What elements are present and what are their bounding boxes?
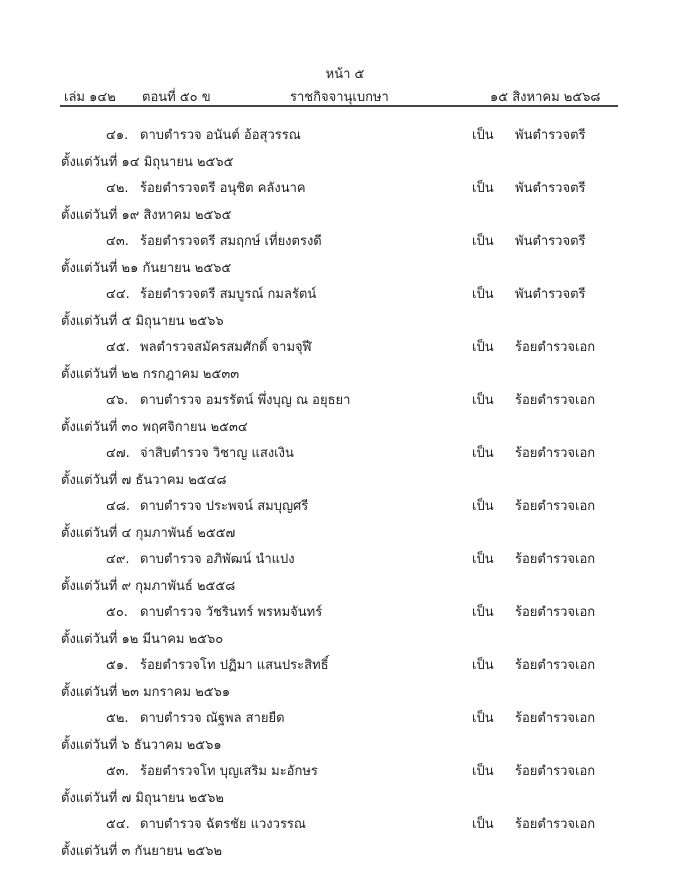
- officer-name: ร้อยตำรวจตรี สมบูรณ์ กมลรัตน์: [140, 287, 317, 302]
- appointed-as-label: เป็น: [472, 817, 494, 832]
- entry-number: ๔๘.: [106, 499, 131, 514]
- list-item: [0, 548, 678, 600]
- entry-number: ๕๔.: [106, 817, 130, 832]
- new-rank: ร้อยตำรวจเอก: [515, 658, 596, 673]
- officer-name: ร้อยตำรวจตรี อนุชิต คลังนาค: [140, 181, 306, 196]
- new-rank: พันตำรวจตรี: [515, 128, 586, 143]
- list-item: [0, 813, 678, 865]
- officer-name: พลตำรวจสมัครสมศักดิ์ จามจุฬี: [140, 340, 312, 355]
- officer-name: ดาบตำรวจ วัชรินทร์ พรหมจันทร์: [140, 605, 323, 620]
- effective-date: ตั้งแต่วันที่ ๗ ธันวาคม ๒๕๔๘: [61, 473, 227, 488]
- effective-date: ตั้งแต่วันที่ ๕ มิถุนายน ๒๕๖๖: [61, 314, 224, 329]
- list-item: [0, 389, 678, 441]
- list-item: [0, 654, 678, 706]
- new-rank: ร้อยตำรวจเอก: [515, 446, 596, 461]
- gazette-header: [64, 86, 620, 104]
- entry-number: ๔๓.: [106, 234, 129, 249]
- effective-date: ตั้งแต่วันที่ ๙ กุมภาพันธ์ ๒๕๕๘: [61, 579, 236, 594]
- effective-date: ตั้งแต่วันที่ ๓ กันยายน ๒๕๖๒: [61, 844, 223, 859]
- issue-label: ตอนที่ ๕๐ ข: [142, 90, 211, 105]
- effective-date: ตั้งแต่วันที่ ๑๒ มีนาคม ๒๕๖๐: [61, 632, 224, 647]
- list-item: [0, 760, 678, 812]
- entry-number: ๔๖.: [106, 393, 129, 408]
- officer-name: ร้อยตำรวจตรี สมฤกษ์ เที่ยงตรงดี: [140, 234, 322, 249]
- entry-number: ๕๑.: [106, 658, 129, 673]
- entry-number: ๔๗.: [106, 446, 130, 461]
- entry-number: ๔๕.: [106, 340, 130, 355]
- effective-date: ตั้งแต่วันที่ ๗ มิถุนายน ๒๕๖๒: [61, 791, 224, 806]
- officer-name: ดาบตำรวจ ประพจน์ สมบุญศรี: [140, 499, 309, 514]
- entry-number: ๔๒.: [106, 181, 129, 196]
- appointed-as-label: เป็น: [472, 340, 494, 355]
- appointed-as-label: เป็น: [472, 287, 494, 302]
- effective-date: ตั้งแต่วันที่ ๑๔ มิถุนายน ๒๕๖๕: [61, 155, 234, 170]
- effective-date: ตั้งแต่วันที่ ๖ ธันวาคม ๒๕๖๑: [61, 738, 222, 753]
- list-item: [0, 495, 678, 547]
- appointed-as-label: เป็น: [472, 552, 494, 567]
- appointed-as-label: เป็น: [472, 128, 494, 143]
- appointed-as-label: เป็น: [472, 234, 494, 249]
- volume-label: เล่ม ๑๔๒: [64, 90, 116, 105]
- officer-name: ดาบตำรวจ ณัฐพล สายยืด: [140, 711, 285, 726]
- entry-number: ๔๙.: [106, 552, 130, 567]
- new-rank: ร้อยตำรวจเอก: [515, 393, 596, 408]
- appointed-as-label: เป็น: [472, 446, 494, 461]
- officer-name: ร้อยตำรวจโท บุญเสริม มะอักษร: [140, 764, 318, 779]
- appointed-as-label: เป็น: [472, 711, 494, 726]
- new-rank: ร้อยตำรวจเอก: [515, 711, 596, 726]
- officer-name: ดาบตำรวจ อนันต์ อ้อสุวรรณ: [140, 128, 301, 143]
- list-item: [0, 230, 678, 282]
- new-rank: ร้อยตำรวจเอก: [515, 552, 596, 567]
- list-item: [0, 177, 678, 229]
- list-item: [0, 707, 678, 759]
- entry-number: ๔๔.: [106, 287, 130, 302]
- gazette-title: ราชกิจจานุเบกษา: [290, 90, 389, 105]
- effective-date: ตั้งแต่วันที่ ๒๒ กรกฎาคม ๒๕๓๓: [61, 367, 240, 382]
- list-item: [0, 601, 678, 653]
- appointed-as-label: เป็น: [472, 393, 494, 408]
- new-rank: พันตำรวจตรี: [515, 234, 586, 249]
- officer-name: ร้อยตำรวจโท ปฏิมา แสนประสิทธิ์: [140, 658, 329, 673]
- officer-name: จ่าสิบตำรวจ วิชาญ แสงเงิน: [140, 446, 294, 461]
- new-rank: ร้อยตำรวจเอก: [515, 764, 596, 779]
- new-rank: ร้อยตำรวจเอก: [515, 499, 596, 514]
- entry-number: ๕๒.: [106, 711, 129, 726]
- appointed-as-label: เป็น: [472, 658, 494, 673]
- new-rank: ร้อยตำรวจเอก: [515, 340, 596, 355]
- new-rank: พันตำรวจตรี: [515, 181, 586, 196]
- list-item: [0, 336, 678, 388]
- entry-number: ๕๐.: [106, 605, 128, 620]
- effective-date: ตั้งแต่วันที่ ๒๑ กันยายน ๒๕๖๕: [61, 261, 232, 276]
- new-rank: ร้อยตำรวจเอก: [515, 817, 596, 832]
- appointed-as-label: เป็น: [472, 181, 494, 196]
- list-item: [0, 442, 678, 494]
- page-number: หน้า ๕: [325, 67, 365, 82]
- new-rank: ร้อยตำรวจเอก: [515, 605, 596, 620]
- list-item: [0, 124, 678, 176]
- effective-date: ตั้งแต่วันที่ ๔ กุมภาพันธ์ ๒๕๕๗: [61, 526, 236, 541]
- issue-date: ๑๕ สิงหาคม ๒๕๖๘: [490, 90, 601, 105]
- effective-date: ตั้งแต่วันที่ ๒๓ มกราคม ๒๕๖๑: [61, 685, 231, 700]
- appointed-as-label: เป็น: [472, 764, 494, 779]
- entry-number: ๕๓.: [106, 764, 129, 779]
- officer-name: ดาบตำรวจ อมรรัตน์ พึ่งบุญ ณ อยุธยา: [140, 393, 351, 408]
- appointed-as-label: เป็น: [472, 605, 494, 620]
- appointed-as-label: เป็น: [472, 499, 494, 514]
- list-item: [0, 283, 678, 335]
- entry-number: ๔๑.: [106, 128, 129, 143]
- officer-name: ดาบตำรวจ อภิพัฒน์ นำแปง: [140, 552, 295, 567]
- officer-name: ดาบตำรวจ ฉัตรชัย แวงวรรณ: [140, 817, 306, 832]
- effective-date: ตั้งแต่วันที่ ๓๐ พฤศจิกายน ๒๕๓๔: [61, 420, 248, 435]
- effective-date: ตั้งแต่วันที่ ๑๙ สิงหาคม ๒๕๖๕: [61, 208, 232, 223]
- header-divider: [60, 105, 618, 107]
- new-rank: พันตำรวจตรี: [515, 287, 586, 302]
